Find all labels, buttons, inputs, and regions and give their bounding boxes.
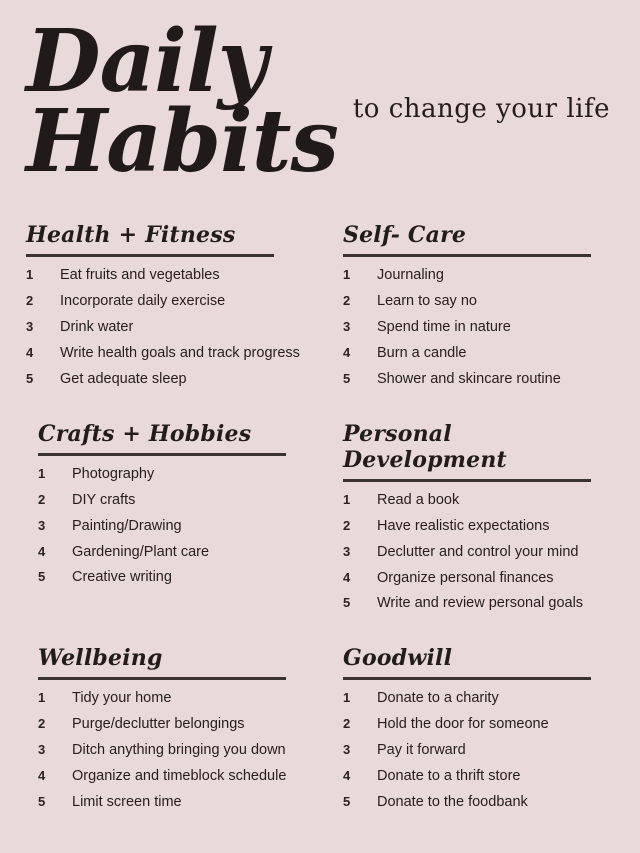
list-item [38,742,309,759]
section-personal-development [331,421,614,622]
section-title: Personal Development [343,420,507,473]
item-number: 1 [343,267,351,282]
item-text: Ditch anything bringing you down [72,742,286,759]
list-item [26,267,309,284]
item-text: Limit screen time [72,794,182,811]
list-item [343,492,614,509]
sections-grid [26,208,614,844]
section-goodwill [331,645,614,820]
list-item [343,345,614,362]
item-text: Have realistic expectations [377,517,550,534]
item-text: Gardening/Plant care [72,543,210,560]
section-list [38,466,309,587]
item-number: 5 [38,569,46,585]
list-item [26,293,309,310]
item-number: 1 [38,465,46,481]
list-item [26,371,309,388]
item-number: 1 [343,491,351,507]
list-item [343,267,614,284]
item-number: 5 [343,595,351,611]
item-text: Eat fruits and vegetables [60,267,220,283]
item-number: 2 [343,292,351,308]
item-text: Tidy your home [72,690,172,707]
page-subtitle: to change your life [352,94,610,124]
section-list [26,267,309,388]
list-item [343,794,614,811]
item-text: Organize and timeblock schedule [72,768,287,785]
list-item [343,716,614,733]
item-text: Pay it forward [377,742,466,759]
item-text: Creative writing [72,569,172,586]
item-number: 5 [38,794,46,810]
item-number: 1 [26,267,34,282]
item-number: 2 [38,491,46,507]
item-number: 3 [26,318,34,334]
list-item [38,768,309,785]
list-item [26,319,309,336]
list-item [38,518,309,535]
item-text: Incorporate daily exercise [60,292,226,309]
section-list [343,267,614,388]
section-title: Goodwill [343,645,453,672]
section-divider [343,479,591,482]
item-text: Shower and skincare routine [377,370,561,387]
item-text: Journaling [377,267,444,283]
list-item [38,794,309,811]
section-title: Self- Care [343,222,467,248]
item-text: Donate to a charity [377,690,499,707]
item-number: 3 [343,742,351,758]
section-divider [26,254,274,257]
item-text: Read a book [377,491,460,508]
item-text: Donate to a thrift store [377,768,521,785]
section-list [343,690,614,811]
section-divider [343,254,591,257]
section-title: Wellbeing [38,645,163,672]
item-text: Drink water [60,318,134,335]
item-number: 2 [38,716,46,732]
item-text: DIY crafts [72,491,136,508]
list-item [343,570,614,587]
item-number: 2 [343,517,351,533]
list-item [343,595,614,612]
title-line-1: Daily [26,11,267,112]
item-number: 1 [38,690,46,706]
section-self-care [331,222,614,397]
list-item [38,466,309,483]
item-number: 5 [343,370,351,386]
list-item [38,569,309,586]
item-text: Spend time in nature [377,318,511,335]
list-item [343,768,614,785]
item-number: 3 [343,318,351,334]
item-number: 3 [38,517,46,533]
list-item [343,518,614,535]
section-title: Health + Fitness [26,222,236,248]
item-number: 3 [38,742,46,758]
item-text: Organize personal finances [377,569,554,586]
item-number: 4 [38,543,46,559]
item-number: 4 [343,569,351,585]
list-item [26,345,309,362]
section-title: Crafts + Hobbies [38,420,252,447]
item-number: 3 [343,543,351,559]
item-text: Painting/Drawing [72,517,182,534]
item-text: Purge/declutter belongings [72,716,245,733]
section-health-fitness [26,222,309,397]
item-text: Donate to the foodbank [377,794,528,811]
title-line-2: Habits [26,90,338,192]
item-text: Declutter and control your mind [377,543,579,560]
list-item [343,319,614,336]
section-divider [343,677,591,680]
item-number: 5 [26,370,34,386]
list-item [38,492,309,509]
section-crafts-hobbies [26,421,309,622]
list-item [38,716,309,733]
list-item [343,371,614,388]
item-number: 5 [343,794,351,810]
item-text: Get adequate sleep [60,370,187,387]
item-number: 1 [343,690,351,706]
list-item [343,742,614,759]
item-text: Write health goals and track progress [60,344,300,361]
section-list [38,690,309,811]
list-item [38,690,309,707]
item-text: Write and review personal goals [377,595,584,612]
item-number: 4 [38,768,46,784]
section-divider [38,677,286,680]
item-text: Photography [72,465,155,482]
list-item [343,690,614,707]
item-number: 4 [26,344,34,360]
section-list [343,492,614,613]
item-number: 2 [26,292,34,308]
item-number: 4 [343,344,351,360]
item-text: Hold the door for someone [377,716,549,733]
section-wellbeing [26,645,309,820]
poster-header [26,11,614,208]
list-item [343,544,614,561]
item-text: Burn a candle [377,344,467,361]
section-divider [38,453,286,456]
item-text: Learn to say no [377,292,477,309]
list-item [38,544,309,561]
item-number: 4 [343,768,351,784]
list-item [343,293,614,310]
item-number: 2 [343,716,351,732]
